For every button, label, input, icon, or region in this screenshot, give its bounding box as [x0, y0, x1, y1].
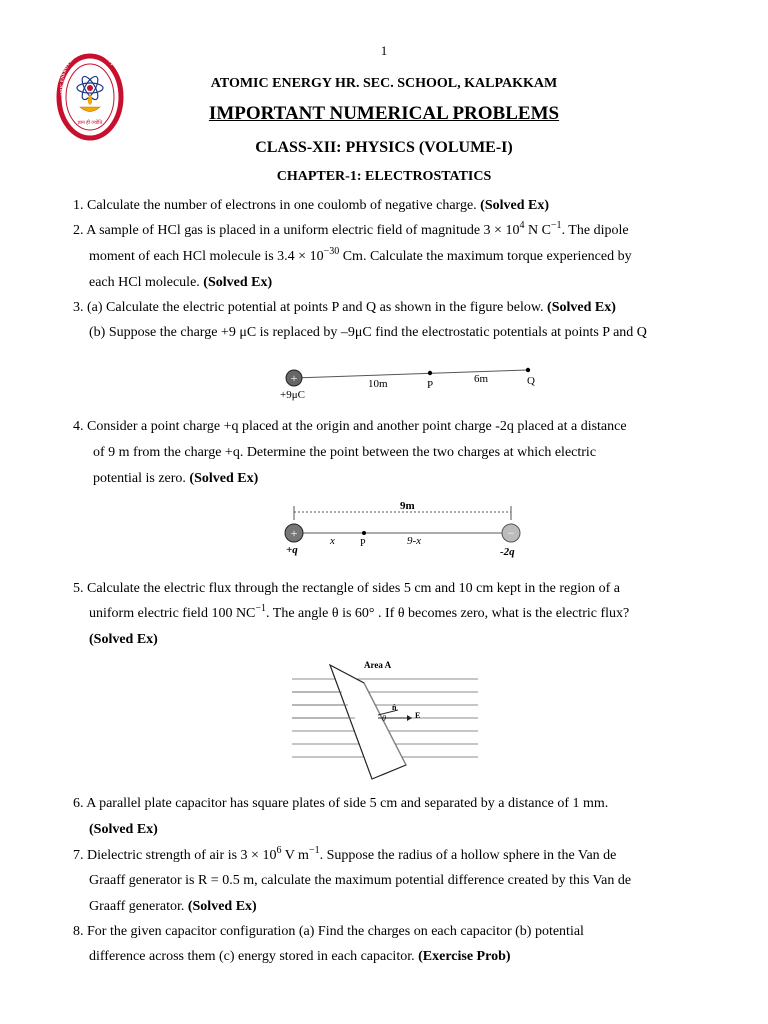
field-label: E: [415, 711, 421, 720]
area-label: Area A: [364, 660, 392, 670]
question-4-line-2: of 9 m from the charge +q. Determine the point between the two charges at which electric: [93, 445, 597, 460]
class-line: CLASS-XII: PHYSICS (VOLUME-I): [255, 139, 513, 156]
question-2-line-1: 2. A sample of HCl gas is placed in a uniform electric field of magnitude $3 \times 10^4$ N $C^{-1}$. The dipole: [73, 220, 629, 238]
question-3a: 3. (a) Calculate the electric potential at points P and Q as shown in the figure below. (Solved Ex): [73, 300, 616, 315]
label-x: x: [330, 535, 335, 547]
figure-flux-area: [288, 655, 484, 785]
svg-text:−: −: [507, 526, 515, 540]
logo-ring-text: ATOMIC ENERGY EDUCATION SOCIETY: [58, 50, 115, 104]
question-1: 1. Calculate the number of electrons in one coulomb of negative charge. (Solved Ex): [73, 198, 549, 213]
chapter-title: CHAPTER-1: ELECTROSTATICS: [276, 169, 492, 184]
question-7-line-2: Graaff generator is R = 0.5 m, calculate the maximum potential difference created by this Van de: [89, 873, 632, 888]
point-p: [428, 371, 432, 375]
question-5-line-2: uniform electric field 100 $NC^{-1}$. The angle θ is 60° . If θ becomes zero, what is the electric flux?: [89, 603, 630, 621]
svg-text:+: +: [290, 371, 298, 385]
area-plate: [330, 665, 406, 779]
distance-9m: 9m: [400, 500, 415, 512]
charge-label: +9μC: [280, 389, 305, 401]
school-logo: [54, 50, 126, 144]
school-name: ATOMIC ENERGY HR. SEC. SCHOOL, KALPAKKAM: [210, 76, 558, 91]
figure-two-charges: [280, 498, 530, 564]
figure-charge-points: [280, 362, 550, 404]
question-2-line-3: each HCl molecule. (Solved Ex): [89, 275, 273, 290]
question-7-line-3: Graaff generator. (Solved Ex): [89, 899, 257, 914]
theta-label: θ: [382, 714, 386, 723]
question-2-line-2: moment of each HCl molecule is $3.4 \times 10^{-30}$ Cm. Calculate the maximum torque experienced by: [89, 246, 632, 264]
question-3b: (b) Suppose the charge +9 μC is replaced by –9μC find the electrostatic potentials at points P and Q: [89, 325, 647, 340]
svg-text:+: +: [290, 526, 298, 540]
question-5-line-1: 5. Calculate the electric flux through the rectangle of sides 5 cm and 10 cm kept in the region of a: [73, 581, 620, 596]
question-4-line-3: potential is zero. (Solved Ex): [93, 471, 259, 486]
label-9-x: 9-x: [407, 535, 422, 547]
question-4-line-1: 4. Consider a point charge +q placed at the origin and another point charge -2q placed at a distance: [73, 419, 627, 434]
page-number: 1: [380, 43, 388, 58]
page-title: IMPORTANT NUMERICAL PROBLEMS: [208, 103, 560, 124]
distance-10m: 10m: [368, 378, 388, 390]
svg-text:Q: Q: [527, 375, 535, 387]
question-8-line-2: difference across them (c) energy stored in each capacitor. (Exercise Prob): [89, 949, 511, 964]
logo-motto: ज्ञान ही ज्योति: [77, 121, 103, 126]
svg-text:P: P: [427, 379, 434, 391]
question-7-line-1: 7. Dielectric strength of air is $3 \times 10^6$ V $m^{-1}$. Suppose the radius of a hollow sphere in the Van de: [73, 845, 617, 863]
point-p: [362, 531, 366, 535]
distance-6m: 6m: [474, 373, 489, 385]
question-5-tag: (Solved Ex): [89, 632, 158, 647]
point-q: [526, 368, 530, 372]
label-plus-q: +q: [286, 544, 298, 556]
question-6-tag: (Solved Ex): [89, 822, 158, 837]
question-8-line-1: 8. For the given capacitor configuration (a) Find the charges on each capacitor (b) potential: [73, 924, 584, 939]
svg-text:P: P: [360, 538, 366, 549]
normal-label: n̂: [392, 703, 397, 712]
label-minus-2q: -2q: [500, 546, 515, 558]
question-6: 6. A parallel plate capacitor has square plates of side 5 cm and separated by a distance of 1 mm.: [73, 796, 609, 811]
